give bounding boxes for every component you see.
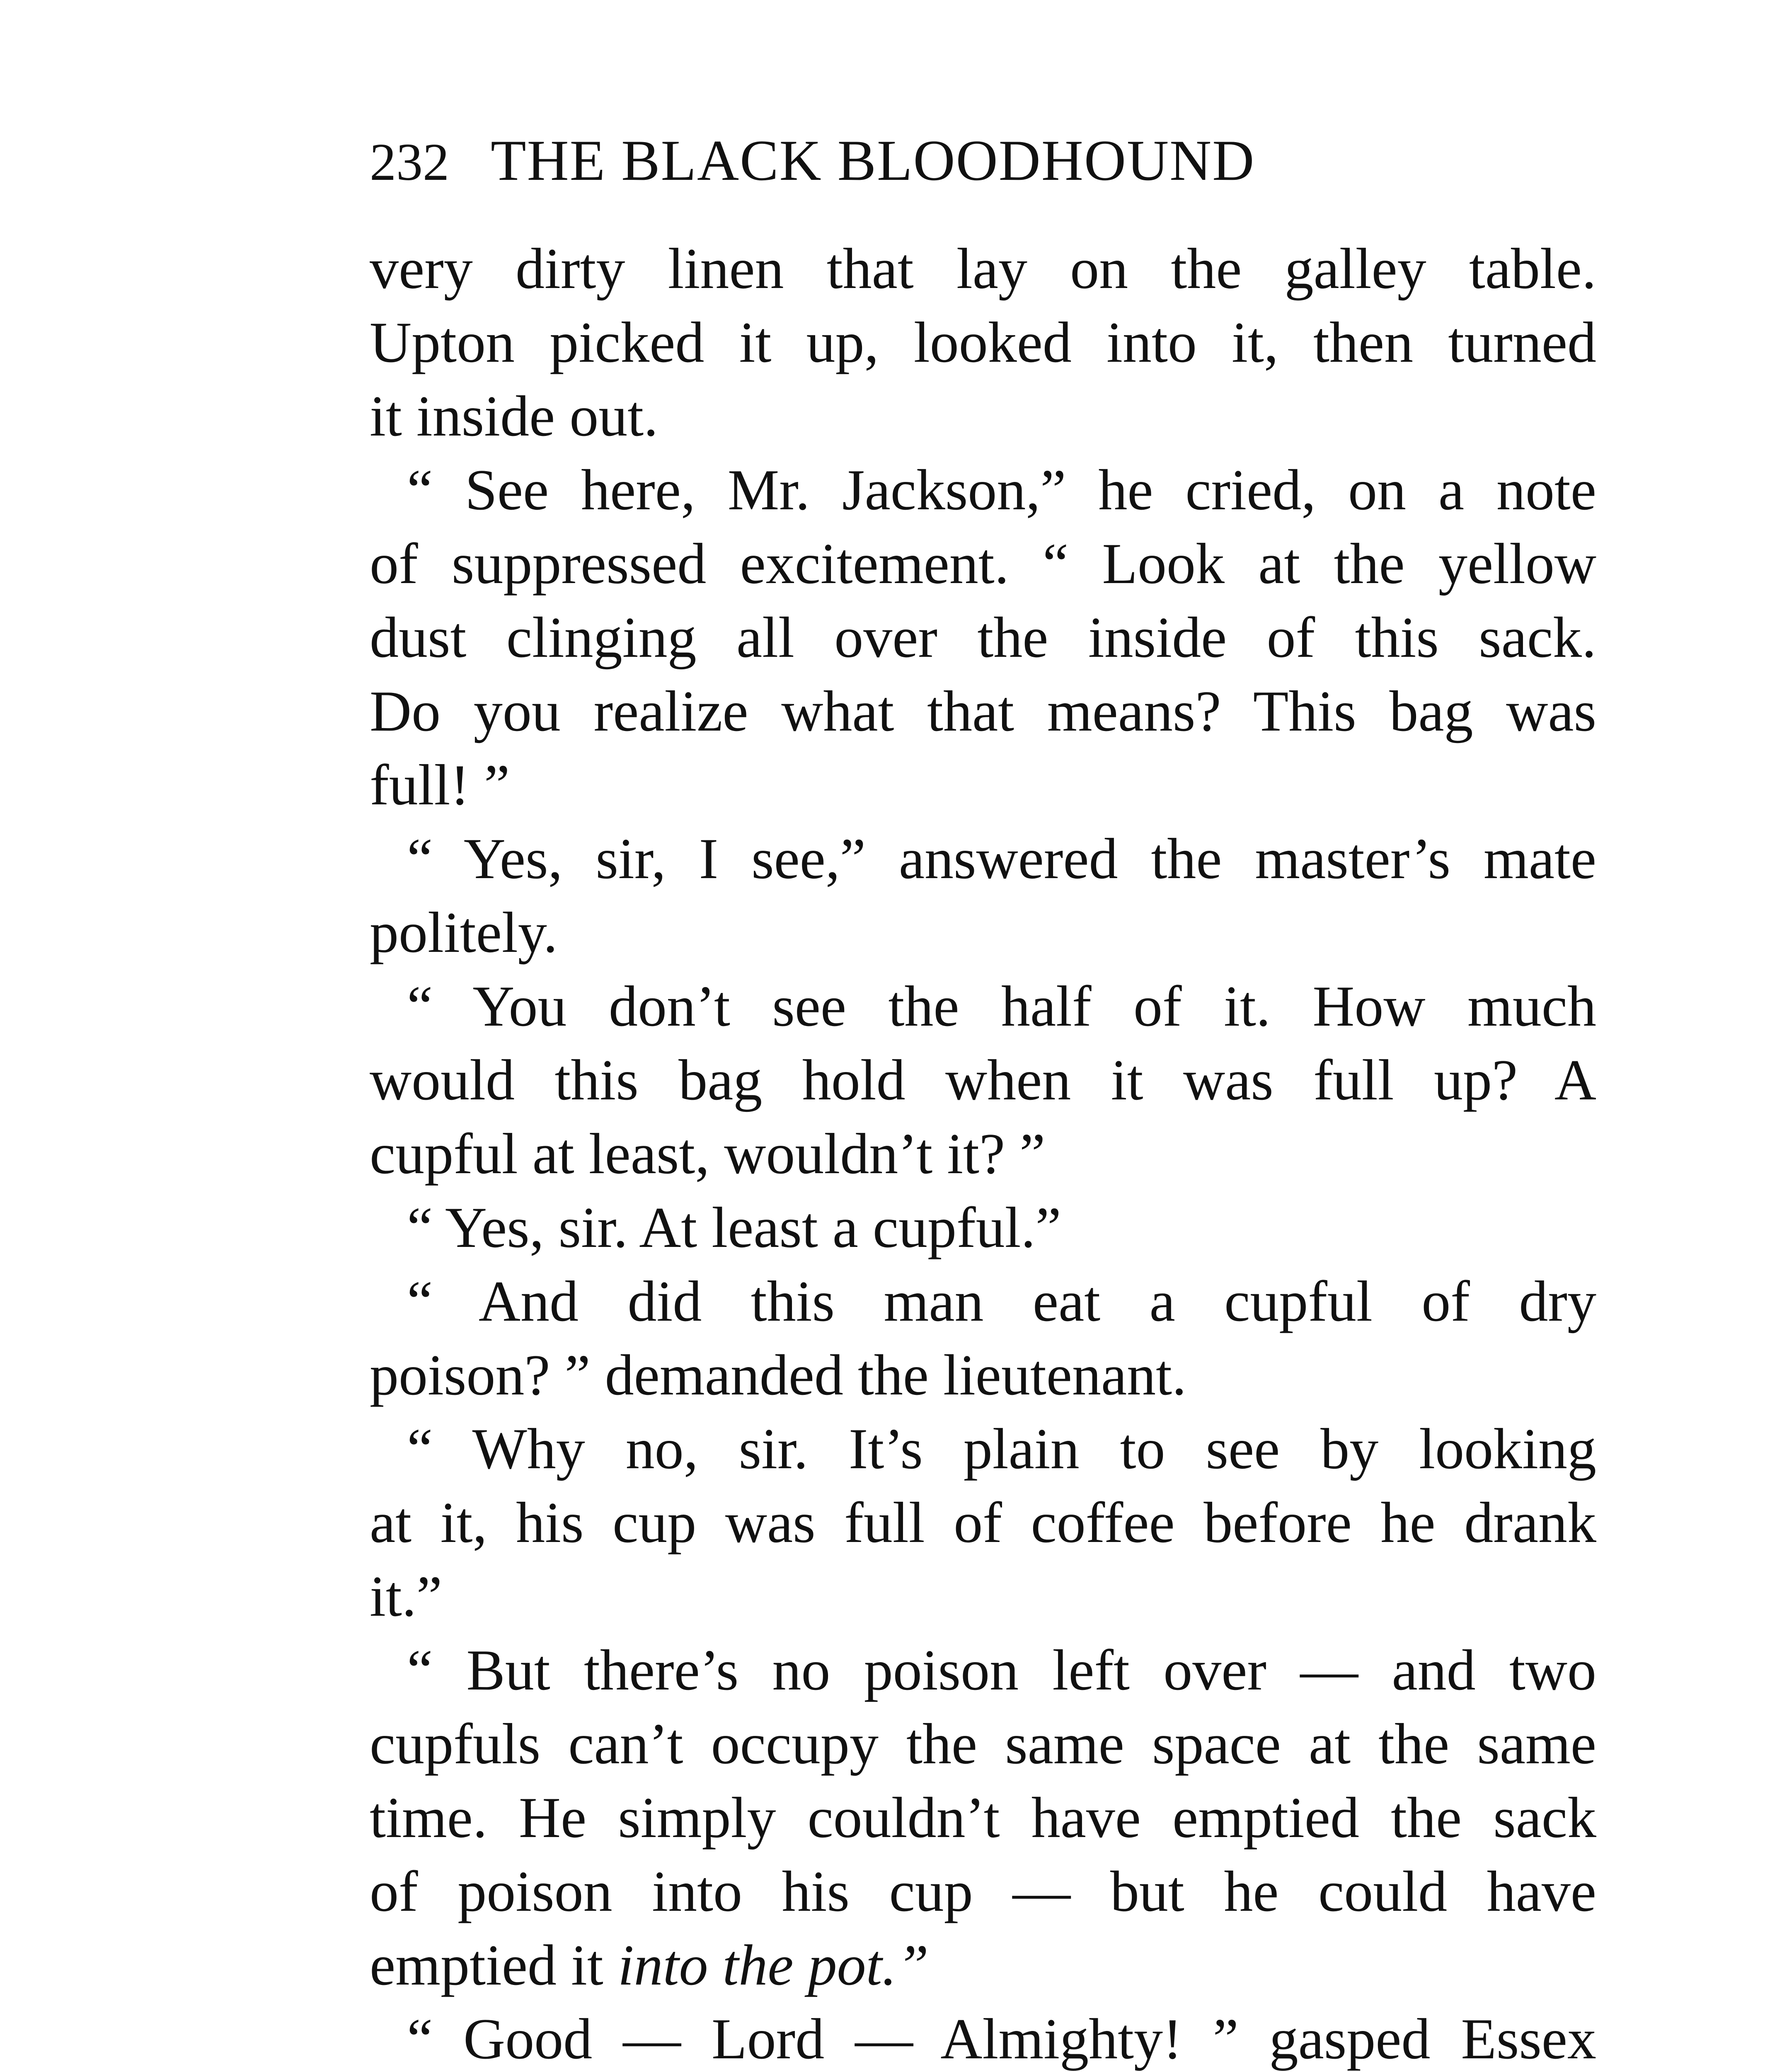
text-line: “ But there’s no poison left over — and two: [407, 1638, 1596, 1702]
text-line: “ Yes, sir, I see,” answered the master’s mate: [407, 827, 1596, 891]
text-line: of poison into his cup — but he could have: [370, 1859, 1596, 1924]
italic-phrase: into the pot.”: [617, 1933, 929, 1997]
text-line: dust clinging all over the inside of this sack.: [370, 605, 1596, 670]
page-number: 232: [370, 133, 449, 191]
text-line: Do you realize what that means? This bag was: [370, 679, 1596, 743]
text-line: cupful at least, wouldn’t it? ”: [370, 1122, 1046, 1186]
text-line: [370, 1929, 1596, 2002]
text-line: “ Good — Lord — Almighty! ” gasped Essex: [407, 2007, 1596, 2071]
text-line: at it, his cup was full of coffee before he drank: [370, 1491, 1596, 1555]
text-line: it inside out.: [370, 384, 659, 448]
text-line: “ You don’t see the half of it. How much: [407, 974, 1596, 1038]
body-text: [370, 232, 1596, 2072]
text-line: “ See here, Mr. Jackson,” he cried, on a note: [407, 458, 1596, 522]
text-line: Upton picked it up, looked into it, then turned: [370, 310, 1596, 375]
text-line: politely.: [370, 900, 558, 965]
text-line: “ Yes, sir. At least a cupful.”: [407, 1196, 1061, 1260]
text-line: full! ”: [370, 753, 510, 817]
text-line: “ And did this man eat a cupful of dry: [407, 1269, 1596, 1334]
text-line: cupfuls can’t occupy the same space at the same: [370, 1712, 1596, 1776]
text-line: time. He simply couldn’t have emptied the sack: [370, 1786, 1596, 1850]
text-line: very dirty linen that lay on the galley table.: [370, 237, 1596, 301]
text-line: “ Why no, sir. It’s plain to see by looking: [407, 1417, 1596, 1481]
running-header: [370, 128, 1255, 193]
text-line: would this bag hold when it was full up? A: [370, 1048, 1596, 1112]
running-title: THE BLACK BLOODHOUND: [491, 128, 1255, 193]
text-line-start: emptied it: [370, 1933, 603, 1997]
text-line: poison? ” demanded the lieutenant.: [370, 1343, 1187, 1407]
text-line: of suppressed excitement. “ Look at the yellow: [370, 532, 1596, 596]
text-line: it.”: [370, 1564, 442, 1629]
